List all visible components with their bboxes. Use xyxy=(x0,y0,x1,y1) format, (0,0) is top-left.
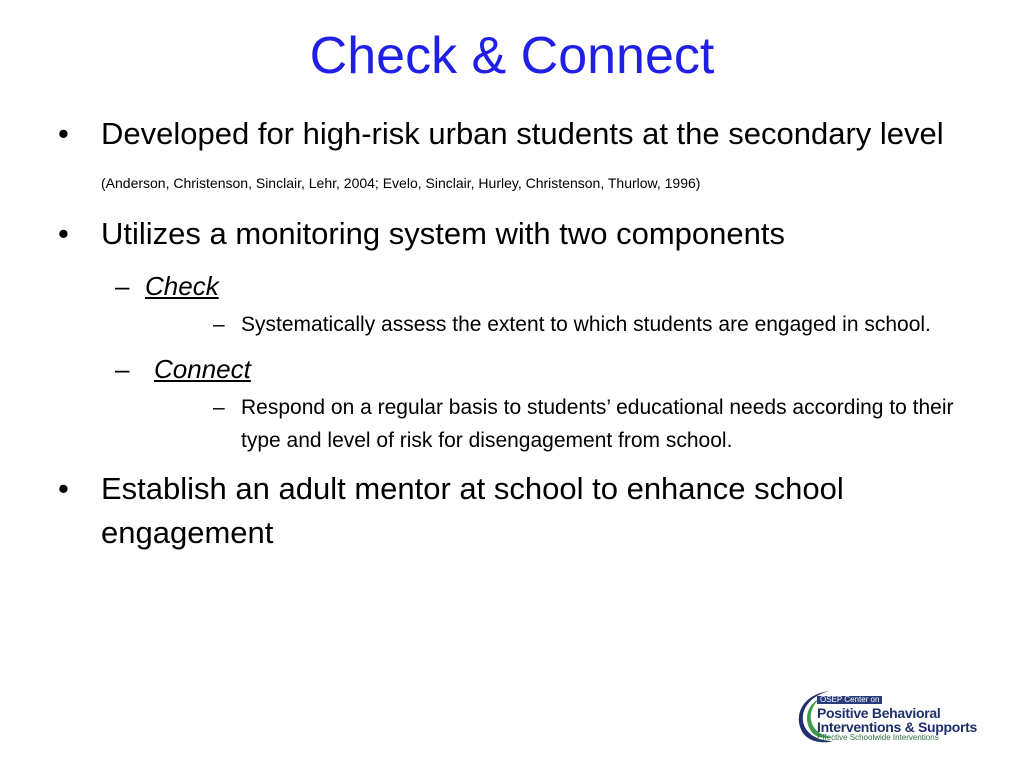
check-term: Check xyxy=(145,271,219,301)
sub-bullet-connect xyxy=(58,351,958,387)
dash-icon: – xyxy=(115,271,130,301)
bullet-icon: • xyxy=(58,216,69,251)
bullet-establish xyxy=(58,467,958,555)
bullet-utilizes xyxy=(58,212,958,256)
slide-content xyxy=(58,112,958,567)
connect-detail xyxy=(58,391,958,457)
dash-icon: – xyxy=(115,354,130,384)
connect-term: Connect xyxy=(154,354,251,384)
slide-title: Check & Connect xyxy=(309,27,715,85)
bullet-icon: • xyxy=(58,471,69,506)
citation-text: (Anderson, Christenson, Sinclair, Lehr, 2004; Evelo, Sinclair, Hurley, Christenson, Thurlow, 1996) xyxy=(101,175,701,191)
logo-line1: OSEP Center on xyxy=(817,696,882,704)
check-detail-text: Systematically assess the extent to which students are engaged in school. xyxy=(241,313,931,336)
connect-detail-text: Respond on a regular basis to students’ educational needs according to their type and level of risk for disengagement from school. xyxy=(241,396,954,452)
bullet-icon: • xyxy=(58,116,69,151)
bullet-establish-text: Establish an adult mentor at school to enhance school engagement xyxy=(101,471,844,550)
bullet-developed xyxy=(58,112,958,200)
pbis-logo xyxy=(793,687,993,745)
bullet-utilizes-text: Utilizes a monitoring system with two components xyxy=(101,216,785,251)
logo-line2: Positive Behavioral xyxy=(817,705,941,721)
dash-icon: – xyxy=(213,396,225,419)
dash-icon: – xyxy=(213,313,225,336)
logo-line3: Interventions & Supports xyxy=(817,719,978,735)
logo-line4: Effective Schoolwide Interventions xyxy=(817,733,939,742)
logo-text xyxy=(817,690,993,742)
bullet-developed-text: Developed for high-risk urban students at the secondary level xyxy=(101,116,944,151)
check-detail xyxy=(58,308,958,341)
sub-bullet-check xyxy=(58,268,958,304)
